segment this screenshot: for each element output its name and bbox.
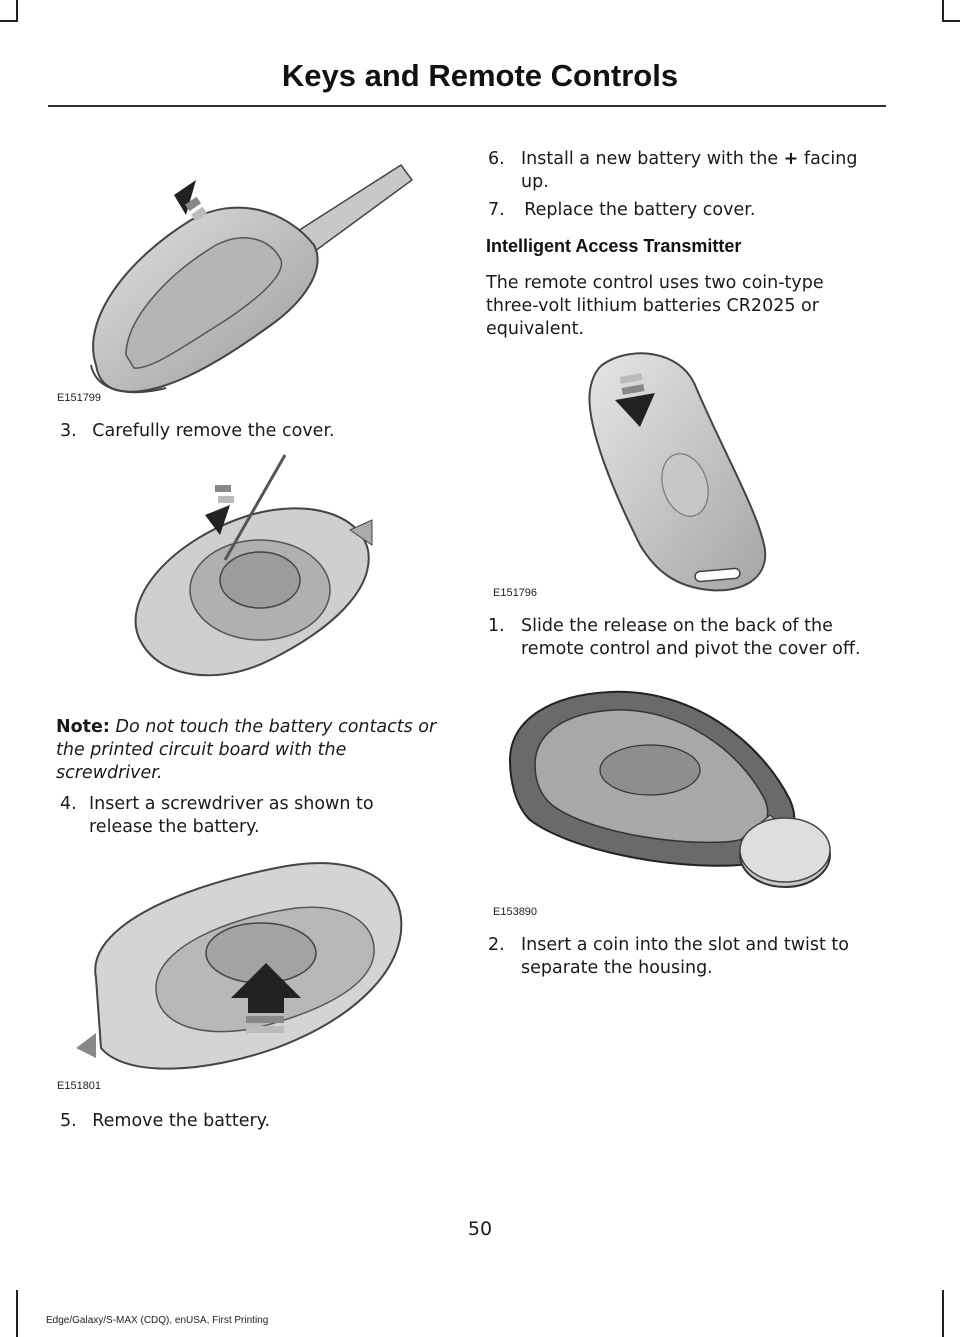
figure-battery-release — [56, 848, 416, 1093]
step-text-line: Install a new battery with the + facing — [521, 149, 858, 169]
step-text: Remove the battery. — [92, 1111, 271, 1131]
step-text-line: Insert a screwdriver as shown to — [89, 794, 374, 814]
figure-key-fob-closed — [56, 150, 416, 405]
step-3 — [60, 420, 450, 443]
intro-paragraph — [486, 272, 886, 341]
figure-screwdriver-cover — [110, 450, 380, 700]
crop-mark — [16, 0, 18, 22]
intro-line: equivalent. — [486, 319, 585, 339]
crop-mark — [0, 20, 18, 22]
section-heading: Intelligent Access Transmitter — [486, 236, 742, 256]
step-text: Carefully remove the cover. — [92, 421, 335, 441]
figure-open-housing — [490, 680, 850, 925]
step-number: 7. — [488, 200, 505, 220]
step-2 — [488, 934, 888, 980]
crop-mark — [942, 20, 960, 22]
figure-code: E153890 — [493, 906, 538, 918]
figure-intelligent-fob — [490, 345, 790, 600]
step-number: 3. — [60, 421, 77, 441]
step-text-line: Slide the release on the back of the — [521, 616, 833, 636]
step-number: 5. — [60, 1111, 77, 1131]
intro-line: The remote control uses two coin-type — [486, 273, 824, 293]
step-number: 4. — [60, 794, 77, 814]
page-title: Keys and Remote Controls — [281, 58, 679, 93]
intro-line: three-volt lithium batteries CR2025 or — [486, 296, 819, 316]
page-number: 50 — [467, 1218, 493, 1240]
step-text-line: release the battery. — [89, 817, 260, 837]
step-number: 1. — [488, 616, 505, 636]
step-number: 2. — [488, 935, 505, 955]
figure-code: E151799 — [57, 392, 102, 404]
step-text-line: up. — [521, 172, 549, 192]
step-text-line: remote control and pivot the cover off. — [521, 639, 861, 659]
note-text: Do not touch the battery contacts or the printed circuit board with the screwdriver. — [56, 717, 437, 783]
plus-symbol: + — [783, 149, 799, 169]
figure-code: E151801 — [57, 1080, 102, 1092]
crop-mark — [942, 0, 944, 22]
step-text-line: Insert a coin into the slot and twist to — [521, 935, 849, 955]
step-7 — [488, 199, 888, 222]
header-rule — [48, 105, 886, 107]
step-text: Replace the battery cover. — [524, 200, 756, 220]
crop-mark — [942, 1290, 944, 1337]
step-5 — [60, 1110, 450, 1133]
note-label: Note: — [56, 717, 110, 737]
step-6 — [488, 148, 888, 194]
step-text-line: separate the housing. — [521, 958, 713, 978]
note — [56, 716, 451, 785]
crop-mark — [16, 1290, 18, 1337]
figure-code: E151796 — [493, 587, 538, 599]
step-1 — [488, 615, 888, 661]
edition-footer: Edge/Galaxy/S-MAX (CDQ), enUSA, First Printing — [46, 1315, 269, 1326]
step-4 — [60, 793, 450, 839]
step-number: 6. — [488, 149, 505, 169]
